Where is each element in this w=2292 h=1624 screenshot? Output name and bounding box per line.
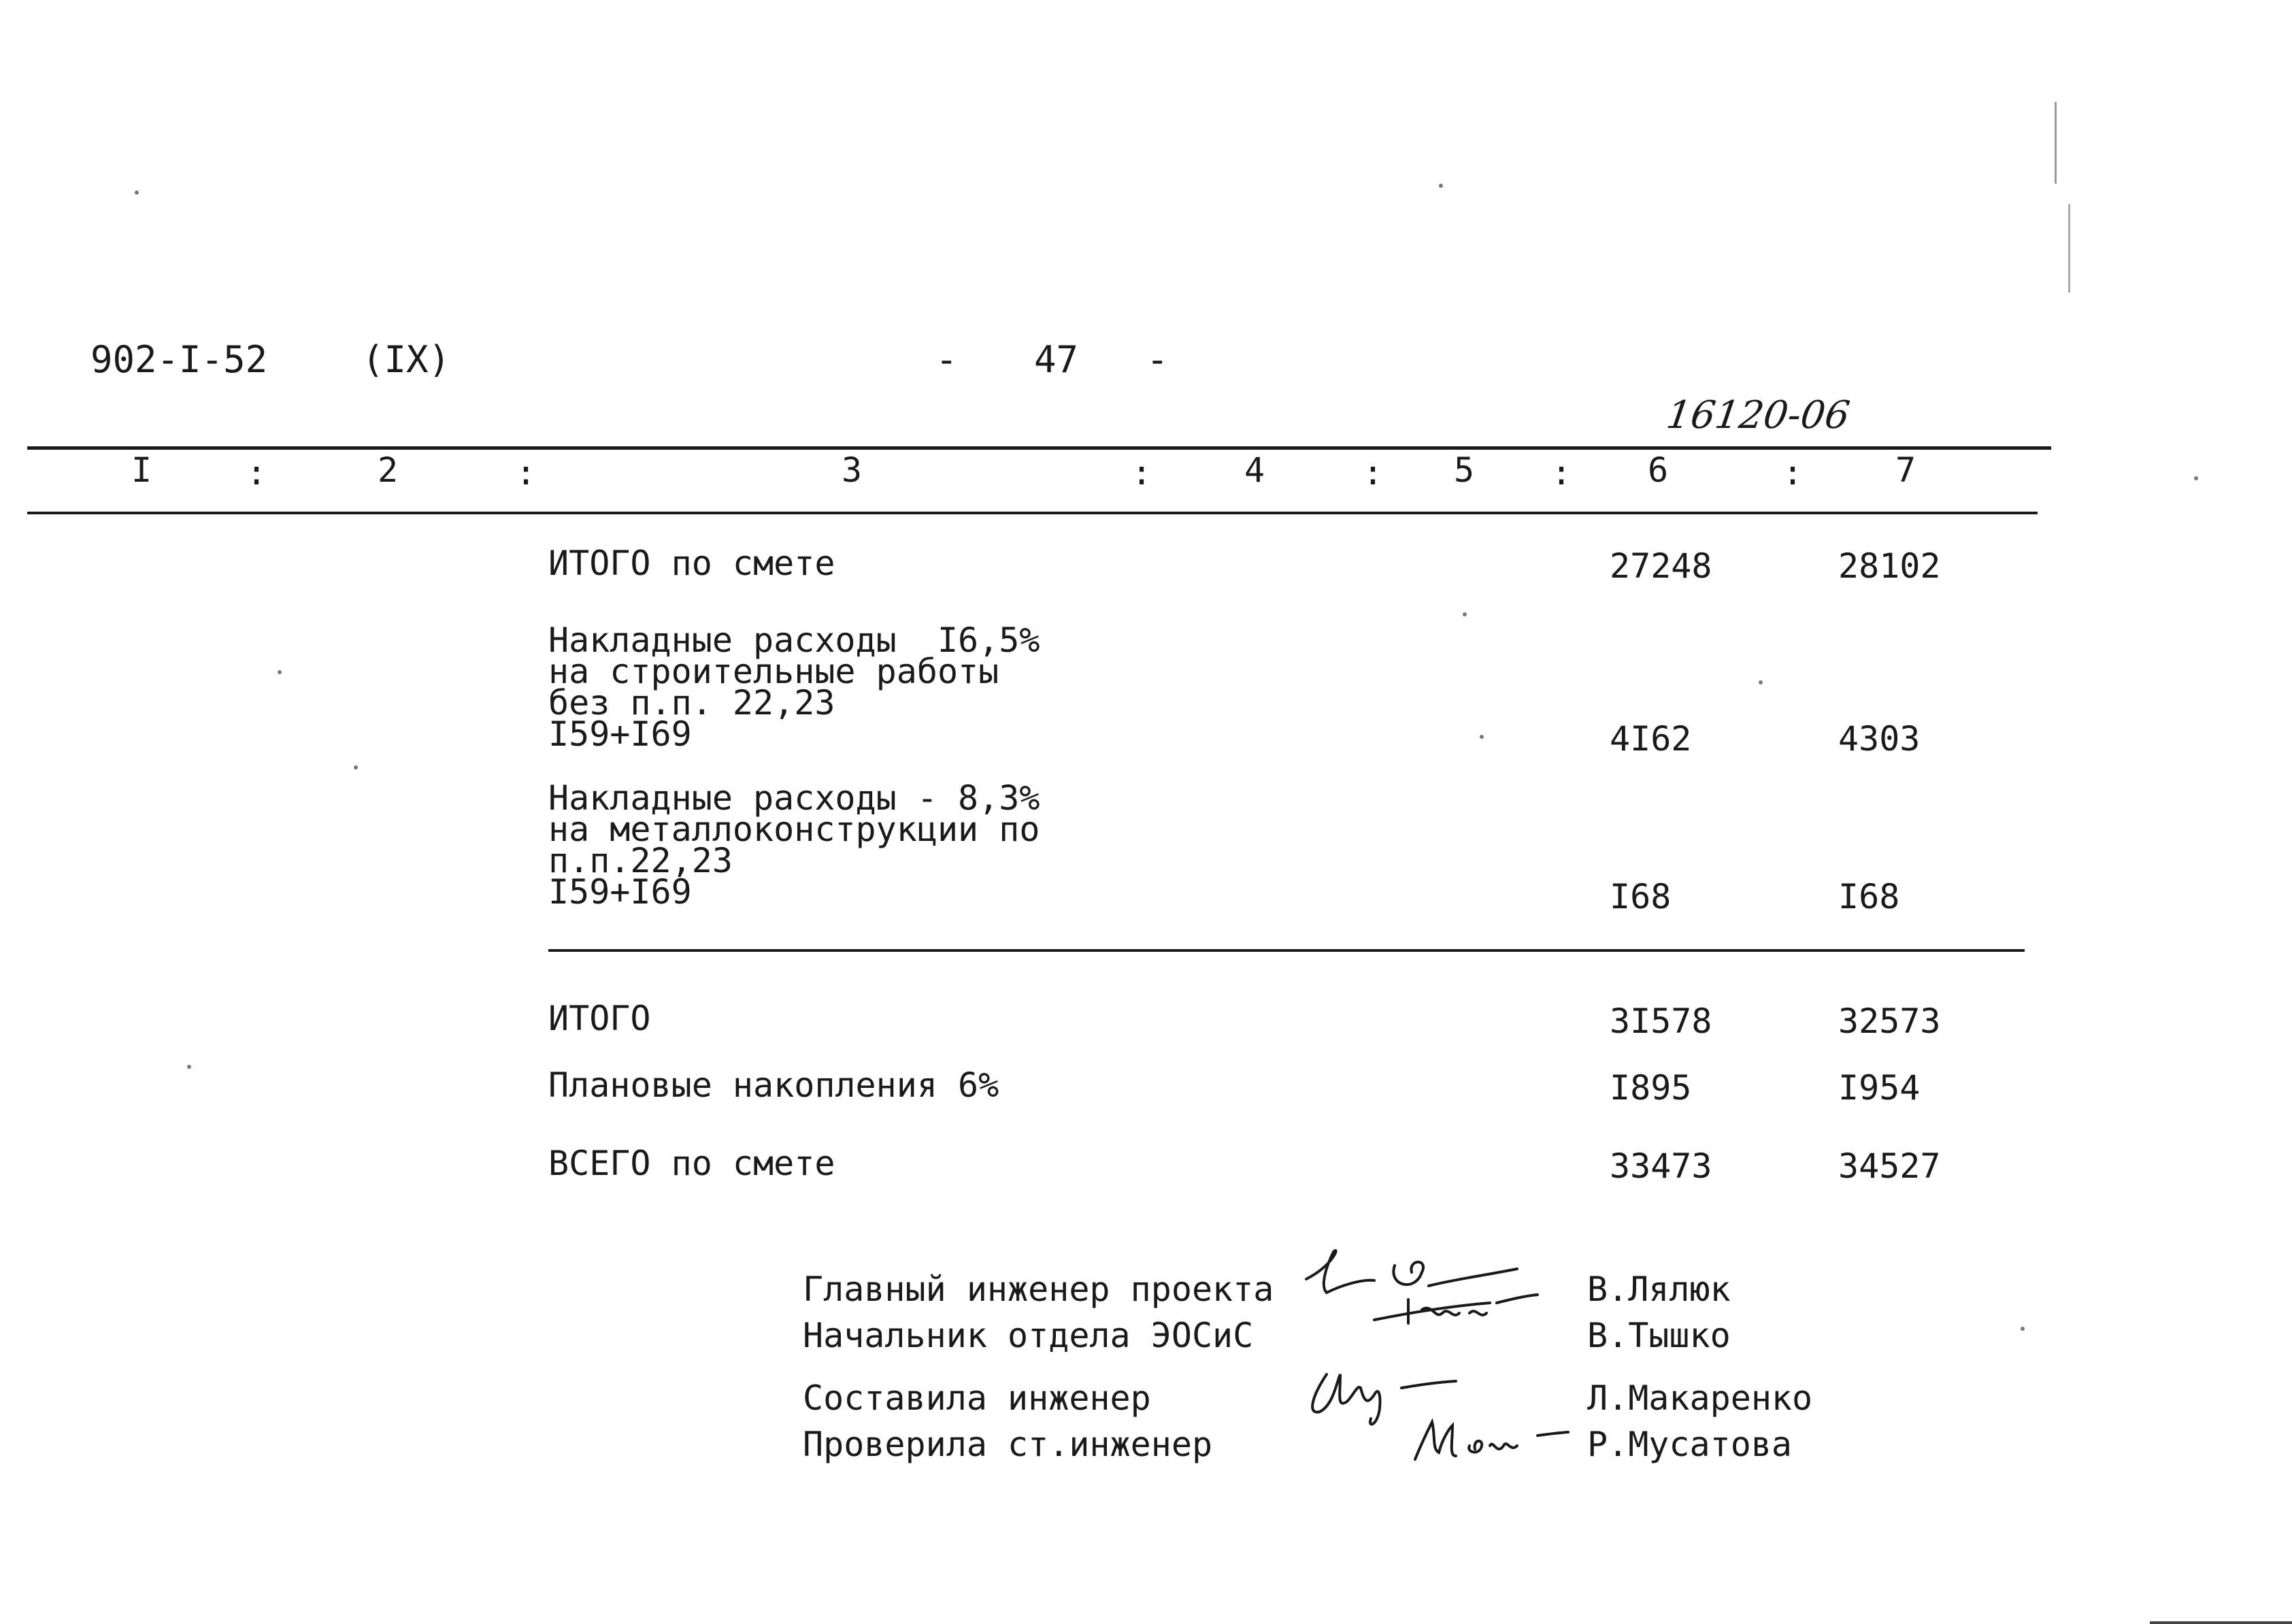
row-value-col6: 3I578 [1610, 1001, 1712, 1041]
scan-edge-mark [2068, 204, 2070, 293]
signatory-role: Начальник отдела ЭОСиС [803, 1316, 1254, 1355]
scan-speck [1439, 184, 1443, 188]
row-label-line: Накладные расходы I6,5% [548, 620, 1040, 660]
subtotal-rule [548, 949, 2025, 952]
signatory-name: Р.Мусатова [1587, 1425, 1793, 1464]
row-value-col7: 4303 [1838, 719, 1921, 759]
page-dash-right: - [1146, 338, 1169, 381]
scan-speck [1480, 735, 1484, 739]
scan-edge-mark [2055, 102, 2057, 184]
handwritten-reference: 16120-06 [1663, 393, 1853, 437]
row-label-line: на металлоконструкции по [548, 810, 1040, 849]
page-dash-left: - [935, 338, 958, 381]
row-value-col7: 34527 [1838, 1146, 1941, 1186]
row-value-col7: I68 [1838, 877, 1900, 916]
row-value-col6: I68 [1610, 877, 1672, 916]
row-label-line: Накладные расходы - 8,3% [548, 778, 1040, 818]
row-label: ИТОГО по смете [548, 544, 835, 583]
scan-speck [2021, 1327, 2025, 1331]
column-header: 3 [842, 450, 863, 490]
row-label-line: I59+I69 [548, 714, 692, 754]
scan-speck [354, 765, 358, 769]
row-label: Плановые накопления 6% [548, 1065, 999, 1105]
row-value-col6: 33473 [1610, 1146, 1712, 1186]
signatory-role: Составила инженер [803, 1378, 1151, 1418]
column-separator: : [1551, 453, 1572, 493]
column-separator: : [246, 453, 267, 493]
signatory-name: В.Лялюк [1587, 1270, 1731, 1309]
row-value-col6: I895 [1610, 1068, 1692, 1108]
page-number: 47 [1034, 338, 1079, 381]
row-label: ИТОГО [548, 999, 651, 1038]
column-header: 6 [1648, 450, 1669, 490]
column-header: 2 [378, 450, 399, 490]
signatory-role: Главный инженер проекта [803, 1270, 1274, 1309]
scan-speck [2194, 476, 2198, 480]
scan-speck [187, 1065, 191, 1069]
scan-speck [135, 190, 139, 195]
handwritten-signature-department-head [1367, 1282, 1544, 1337]
row-label-line: п.п.22,23 [548, 841, 733, 880]
signatory-name: В.Тышко [1587, 1316, 1731, 1355]
column-separator: : [1131, 453, 1152, 493]
row-value-col7: 28102 [1838, 546, 1941, 586]
row-label-line: I59+I69 [548, 872, 692, 912]
scan-speck [278, 670, 282, 674]
row-value-col6: 27248 [1610, 546, 1712, 586]
doc-code: 902-I-52 [90, 338, 268, 381]
column-separator: : [1363, 453, 1384, 493]
section-number: (IX) [362, 338, 451, 381]
row-value-col7: I954 [1838, 1068, 1921, 1108]
signatory-role: Проверила ст.инженер [803, 1425, 1213, 1464]
handwritten-signature-checker [1401, 1408, 1578, 1470]
column-separator: : [516, 453, 537, 493]
row-label-line: на строительные работы [548, 652, 999, 691]
scan-speck [1759, 680, 1763, 684]
column-separator: : [1782, 453, 1804, 493]
column-header: 4 [1244, 450, 1265, 490]
row-value-col7: 32573 [1838, 1001, 1941, 1041]
column-header: 5 [1454, 450, 1475, 490]
row-label-line: без п.п. 22,23 [548, 683, 835, 723]
row-value-col6: 4I62 [1610, 719, 1692, 759]
signatory-name: Л.Макаренко [1587, 1378, 1813, 1418]
table-top-rule [27, 446, 2051, 450]
row-label: ВСЕГО по смете [548, 1144, 835, 1183]
table-header-rule [27, 512, 2038, 514]
column-header: I [131, 450, 152, 490]
column-header: 7 [1895, 450, 1916, 490]
scan-edge-mark [2150, 1621, 2292, 1624]
scan-speck [1463, 612, 1467, 616]
